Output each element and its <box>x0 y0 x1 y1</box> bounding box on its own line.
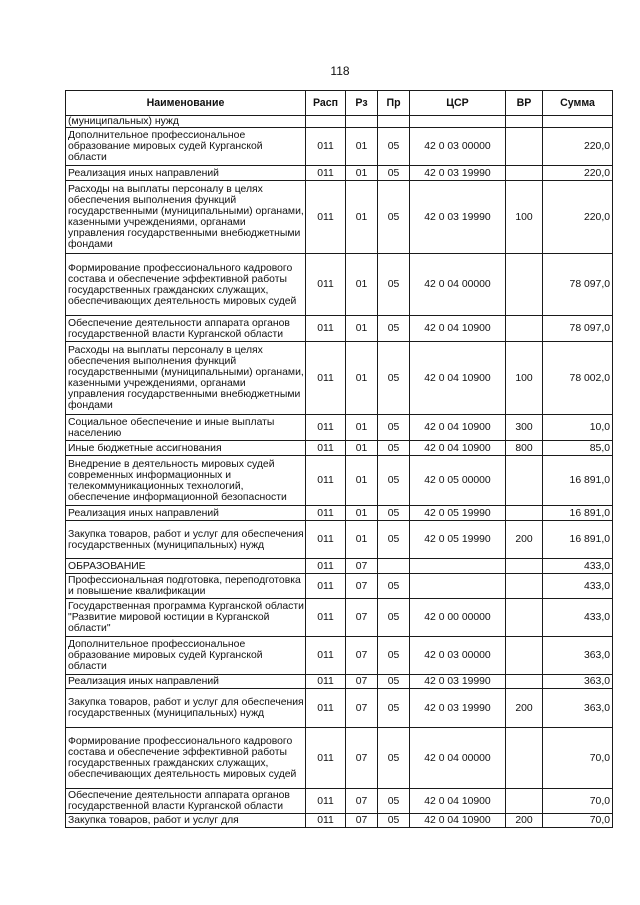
cell-name: Расходы на выплаты персоналу в целях обеспечения выполнения функций государственными (муниципальными) органами, казенными учреждениями, органами управления государственными внебюджетными фондами <box>66 342 306 415</box>
cell-pr <box>378 559 410 574</box>
cell-name: Дополнительное профессиональное образование мировых судей Курганской области <box>66 128 306 166</box>
cell-sum: 70,0 <box>543 728 613 789</box>
cell-rz: 01 <box>346 316 378 342</box>
cell-csr <box>410 559 506 574</box>
cell-rz: 01 <box>346 342 378 415</box>
cell-sum: 433,0 <box>543 599 613 637</box>
cell-csr: 42 0 04 10900 <box>410 415 506 441</box>
table-row <box>66 689 613 728</box>
cell-vr <box>506 506 543 521</box>
header-csr: ЦСР <box>410 91 506 116</box>
cell-csr: 42 0 04 00000 <box>410 254 506 316</box>
page-number: 118 <box>330 64 350 78</box>
cell-csr: 42 0 04 10900 <box>410 342 506 415</box>
cell-name: Внедрение в деятельность мировых судей современных информационных и телекоммуникационных технологий, обеспечение информационной безопасности <box>66 456 306 506</box>
cell-name: Социальное обеспечение и иные выплаты населению <box>66 415 306 441</box>
cell-pr: 05 <box>378 415 410 441</box>
cell-pr: 05 <box>378 316 410 342</box>
cell-rasp: 011 <box>306 415 346 441</box>
cell-vr <box>506 316 543 342</box>
cell-rasp: 011 <box>306 728 346 789</box>
cell-name: Реализация иных направлений <box>66 675 306 689</box>
cell-rz: 01 <box>346 441 378 456</box>
table-row <box>66 599 613 637</box>
header-pr: Пр <box>378 91 410 116</box>
cell-csr: 42 0 04 10900 <box>410 814 506 828</box>
cell-rz: 07 <box>346 574 378 599</box>
table-row <box>66 116 613 128</box>
cell-sum: 363,0 <box>543 675 613 689</box>
cell-pr: 05 <box>378 689 410 728</box>
cell-rz: 01 <box>346 181 378 254</box>
cell-rz: 01 <box>346 128 378 166</box>
cell-rasp: 011 <box>306 814 346 828</box>
cell-pr: 05 <box>378 342 410 415</box>
cell-rz: 07 <box>346 789 378 814</box>
cell-csr <box>410 116 506 128</box>
cell-vr <box>506 559 543 574</box>
cell-name: Иные бюджетные ассигнования <box>66 441 306 456</box>
cell-rasp: 011 <box>306 599 346 637</box>
cell-rz: 07 <box>346 637 378 675</box>
budget-table <box>65 90 613 828</box>
cell-rasp: 011 <box>306 675 346 689</box>
cell-csr <box>410 574 506 599</box>
cell-sum: 220,0 <box>543 128 613 166</box>
cell-vr: 100 <box>506 342 543 415</box>
cell-rasp: 011 <box>306 506 346 521</box>
cell-sum <box>543 116 613 128</box>
table-row <box>66 128 613 166</box>
cell-rz: 01 <box>346 415 378 441</box>
cell-rz: 07 <box>346 675 378 689</box>
cell-vr: 200 <box>506 521 543 559</box>
cell-name: (муниципальных) нужд <box>66 116 306 128</box>
cell-rasp: 011 <box>306 689 346 728</box>
cell-name: Формирование профессионального кадрового состава и обеспечение эффективной работы государственных гражданских служащих, обеспечивающих деятельность мировых судей <box>66 254 306 316</box>
cell-name: Закупка товаров, работ и услуг для обеспечения государственных (муниципальных) нужд <box>66 689 306 728</box>
cell-pr: 05 <box>378 506 410 521</box>
cell-vr <box>506 675 543 689</box>
cell-vr: 200 <box>506 689 543 728</box>
table-row <box>66 789 613 814</box>
cell-csr: 42 0 03 00000 <box>410 128 506 166</box>
cell-rasp: 011 <box>306 441 346 456</box>
header-row <box>66 91 613 116</box>
cell-rasp <box>306 116 346 128</box>
cell-csr: 42 0 04 10900 <box>410 316 506 342</box>
cell-vr <box>506 166 543 181</box>
cell-rasp: 011 <box>306 166 346 181</box>
table-row <box>66 456 613 506</box>
table-row <box>66 728 613 789</box>
table-row <box>66 181 613 254</box>
table-row <box>66 574 613 599</box>
cell-sum: 78 097,0 <box>543 254 613 316</box>
table-row <box>66 441 613 456</box>
cell-name: Формирование профессионального кадрового состава и обеспечение эффективной работы государственных гражданских служащих, обеспечивающих деятельность мировых судей <box>66 728 306 789</box>
cell-vr <box>506 116 543 128</box>
cell-vr <box>506 456 543 506</box>
cell-csr: 42 0 05 19990 <box>410 506 506 521</box>
cell-name: Профессиональная подготовка, переподготовка и повышение квалификации <box>66 574 306 599</box>
cell-sum: 10,0 <box>543 415 613 441</box>
table-header <box>66 91 613 116</box>
cell-name: Реализация иных направлений <box>66 506 306 521</box>
cell-sum: 433,0 <box>543 574 613 599</box>
cell-csr: 42 0 03 00000 <box>410 637 506 675</box>
table-row <box>66 559 613 574</box>
cell-sum: 433,0 <box>543 559 613 574</box>
cell-vr <box>506 574 543 599</box>
cell-name: Дополнительное профессиональное образование мировых судей Курганской области <box>66 637 306 675</box>
cell-vr: 800 <box>506 441 543 456</box>
cell-sum: 85,0 <box>543 441 613 456</box>
cell-rz: 07 <box>346 728 378 789</box>
cell-rz: 01 <box>346 166 378 181</box>
cell-csr: 42 0 04 10900 <box>410 441 506 456</box>
cell-pr: 05 <box>378 128 410 166</box>
cell-pr: 05 <box>378 814 410 828</box>
cell-rasp: 011 <box>306 637 346 675</box>
header-sum: Сумма <box>543 91 613 116</box>
cell-rasp: 011 <box>306 128 346 166</box>
header-rz: Рз <box>346 91 378 116</box>
cell-vr <box>506 637 543 675</box>
table-row <box>66 415 613 441</box>
cell-rasp: 011 <box>306 342 346 415</box>
table-row <box>66 342 613 415</box>
table-row <box>66 637 613 675</box>
cell-sum: 363,0 <box>543 637 613 675</box>
cell-vr <box>506 254 543 316</box>
cell-pr: 05 <box>378 166 410 181</box>
cell-vr <box>506 599 543 637</box>
cell-sum: 78 002,0 <box>543 342 613 415</box>
table-body <box>66 116 613 828</box>
cell-rz: 01 <box>346 521 378 559</box>
cell-csr: 42 0 05 00000 <box>410 456 506 506</box>
cell-vr <box>506 128 543 166</box>
cell-name: Закупка товаров, работ и услуг для <box>66 814 306 828</box>
table-row <box>66 675 613 689</box>
cell-name: ОБРАЗОВАНИЕ <box>66 559 306 574</box>
cell-pr: 05 <box>378 456 410 506</box>
cell-rz: 01 <box>346 456 378 506</box>
cell-name: Расходы на выплаты персоналу в целях обеспечения выполнения функций государственными (муниципальными) органами, казенными учреждениями, органами управления государственными внебюджетными фондами <box>66 181 306 254</box>
cell-csr: 42 0 03 19990 <box>410 181 506 254</box>
cell-sum: 16 891,0 <box>543 521 613 559</box>
table-row <box>66 316 613 342</box>
cell-pr: 05 <box>378 599 410 637</box>
table-row <box>66 814 613 828</box>
header-vr: ВР <box>506 91 543 116</box>
cell-sum: 363,0 <box>543 689 613 728</box>
cell-name: Закупка товаров, работ и услуг для обеспечения государственных (муниципальных) нужд <box>66 521 306 559</box>
cell-vr: 100 <box>506 181 543 254</box>
cell-name: Реализация иных направлений <box>66 166 306 181</box>
cell-rz: 01 <box>346 254 378 316</box>
cell-sum: 70,0 <box>543 814 613 828</box>
cell-csr: 42 0 00 00000 <box>410 599 506 637</box>
cell-rz: 07 <box>346 689 378 728</box>
cell-pr: 05 <box>378 637 410 675</box>
cell-vr <box>506 789 543 814</box>
cell-sum: 220,0 <box>543 166 613 181</box>
header-rasp: Расп <box>306 91 346 116</box>
cell-name: Обеспечение деятельности аппарата органов государственной власти Курганской области <box>66 316 306 342</box>
cell-rasp: 011 <box>306 254 346 316</box>
cell-sum: 78 097,0 <box>543 316 613 342</box>
cell-rasp: 011 <box>306 521 346 559</box>
cell-pr: 05 <box>378 254 410 316</box>
cell-rasp: 011 <box>306 456 346 506</box>
cell-rz: 07 <box>346 814 378 828</box>
cell-pr <box>378 116 410 128</box>
cell-name: Государственная программа Курганской области "Развитие мировой юстиции в Курганской области" <box>66 599 306 637</box>
header-name: Наименование <box>66 91 306 116</box>
cell-pr: 05 <box>378 675 410 689</box>
cell-csr: 42 0 05 19990 <box>410 521 506 559</box>
table-row <box>66 506 613 521</box>
cell-vr <box>506 728 543 789</box>
cell-csr: 42 0 04 00000 <box>410 728 506 789</box>
cell-rz: 07 <box>346 599 378 637</box>
cell-pr: 05 <box>378 441 410 456</box>
cell-vr: 200 <box>506 814 543 828</box>
cell-csr: 42 0 03 19990 <box>410 675 506 689</box>
cell-rasp: 011 <box>306 559 346 574</box>
cell-rasp: 011 <box>306 181 346 254</box>
table-row <box>66 521 613 559</box>
table-row <box>66 254 613 316</box>
cell-sum: 220,0 <box>543 181 613 254</box>
cell-pr: 05 <box>378 574 410 599</box>
cell-rasp: 011 <box>306 316 346 342</box>
cell-rasp: 011 <box>306 789 346 814</box>
table-row <box>66 166 613 181</box>
cell-rz: 01 <box>346 506 378 521</box>
cell-csr: 42 0 04 10900 <box>410 789 506 814</box>
cell-sum: 16 891,0 <box>543 456 613 506</box>
cell-pr: 05 <box>378 728 410 789</box>
cell-rasp: 011 <box>306 574 346 599</box>
cell-rz: 07 <box>346 559 378 574</box>
cell-sum: 70,0 <box>543 789 613 814</box>
cell-pr: 05 <box>378 181 410 254</box>
cell-pr: 05 <box>378 789 410 814</box>
cell-rz <box>346 116 378 128</box>
cell-pr: 05 <box>378 521 410 559</box>
cell-vr: 300 <box>506 415 543 441</box>
cell-csr: 42 0 03 19990 <box>410 689 506 728</box>
cell-sum: 16 891,0 <box>543 506 613 521</box>
cell-csr: 42 0 03 19990 <box>410 166 506 181</box>
cell-name: Обеспечение деятельности аппарата органов государственной власти Курганской области <box>66 789 306 814</box>
